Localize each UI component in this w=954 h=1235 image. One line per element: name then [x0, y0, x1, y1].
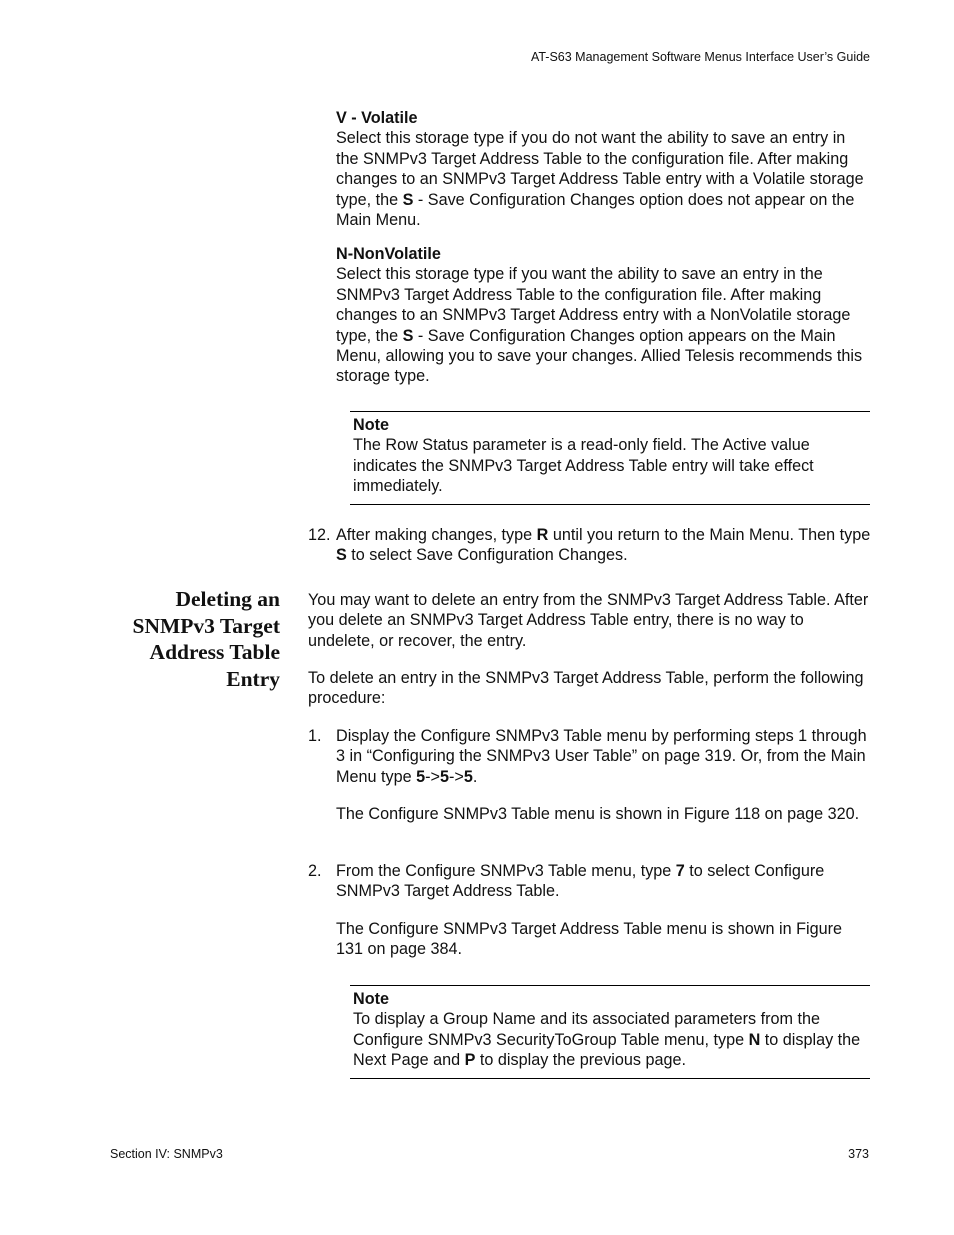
- note-text: The Row Status parameter is a read-only field. The Active value indicates the SNMPv3 Target Address Table entry will take effect immediately.: [353, 436, 814, 496]
- step-1-text: Display the Configure SNMPv3 Table menu by performing steps 1 through 3 in “Configuring the SNMPv3 User Table” on page 319. Or, from the Main Menu type 5->5->5.: [336, 727, 867, 786]
- running-header: AT-S63 Management Software Menus Interface User’s Guide: [530, 50, 870, 64]
- note-title: Note: [353, 416, 389, 434]
- nonvolatile-term: N-NonVolatile: [336, 245, 441, 263]
- step-number: 12.: [308, 526, 331, 544]
- intro-paragraph: You may want to delete an entry from the SNMPv3 Target Address Table. After you delete an SNMPv3 Target Address Table entry, there is no way to undelete, or recover, the entry.: [308, 591, 869, 650]
- step-number: 2.: [308, 862, 322, 880]
- nonvolatile-definition: [336, 244, 872, 387]
- step-number: 1.: [308, 727, 322, 745]
- step-12-text: After making changes, type R until you return to the Main Menu. Then type S to select Save Configuration Changes.: [336, 526, 871, 565]
- volatile-description: Select this storage type if you do not want the ability to save an entry in the SNMPv3 Target Address Table to the configuration file. After making changes to an SNMPv3 Target Address Table entry with a Volatile storage type, the S - Save Configuration Changes option does not appear on the Main Menu.: [336, 129, 864, 230]
- note-title: Note: [353, 990, 389, 1008]
- procedure-intro: To delete an entry in the SNMPv3 Target Address Table, perform the following procedure:: [308, 669, 864, 708]
- note-text: To display a Group Name and its associated parameters from the Configure SNMPv3 SecurityToGroup Table menu, type N to display the Next Page and P to display the previous page.: [353, 1010, 861, 1070]
- note-box-group-name: [350, 985, 870, 1079]
- nonvolatile-description: Select this storage type if you want the ability to save an entry in the SNMPv3 Target Address Table to the configuration file. After making changes to an SNMPv3 Target Address entry with a NonVolatile storage type, the S - Save Configuration Changes option appears on the Main Menu, allowing you to save your changes. Allied Telesis recommends this storage type.: [336, 265, 863, 386]
- step-1-result: The Configure SNMPv3 Table menu is shown in Figure 118 on page 320.: [336, 805, 860, 823]
- volatile-term: V - Volatile: [336, 109, 418, 127]
- page-number: 373: [848, 1147, 869, 1161]
- volatile-definition: [336, 108, 872, 230]
- step-2-result: The Configure SNMPv3 Target Address Table menu is shown in Figure 131 on page 384.: [336, 920, 842, 959]
- step-2-text: From the Configure SNMPv3 Table menu, type 7 to select Configure SNMPv3 Target Address Table.: [336, 862, 825, 901]
- section-heading: Deleting an SNMPv3 Target Address Table Entry: [132, 587, 280, 691]
- footer-section: Section IV: SNMPv3: [110, 1147, 223, 1161]
- note-box-row-status: [350, 411, 870, 505]
